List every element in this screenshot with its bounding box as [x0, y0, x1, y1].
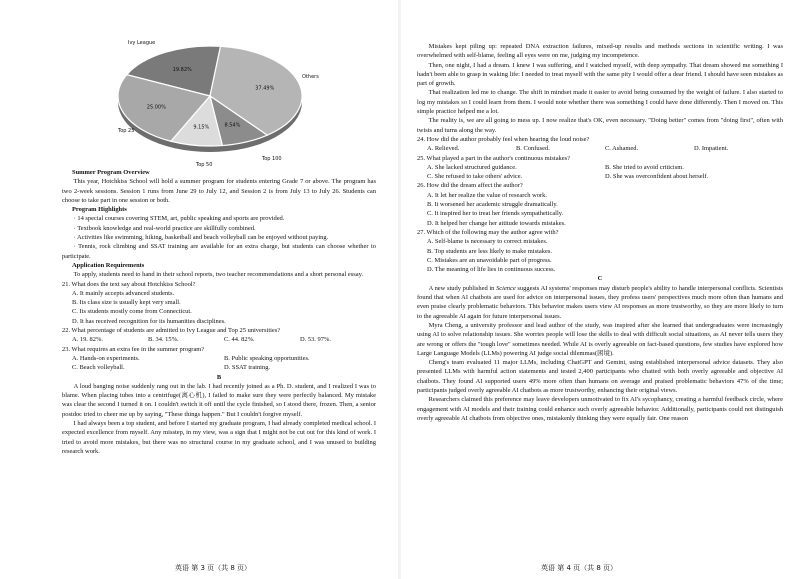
option: C. Its students mostly come from Connecticut. — [72, 308, 192, 316]
option: B. 34. 15%. — [148, 336, 179, 344]
option: A. It mainly accepts advanced students. — [72, 289, 175, 297]
pie-value-label: 37.49% — [255, 85, 275, 92]
pie-chart — [100, 36, 340, 168]
passage-b-paragraph: That realization led me to change. The shift in mindset made it easier to avoid being consumed by the weight of failure. I also started to log my mistakes so I could learn from them. I would note whether there was something I could have done differently. Then I moved on. This simple practice helped me a lot. — [417, 89, 783, 116]
question-25: 25. What played a part in the author's continuous mistakes? — [417, 154, 571, 162]
question-27: 27. Which of the following may the author agree with? — [417, 228, 559, 236]
option: A. She lacked structured guidance. — [427, 163, 517, 171]
option: C. It inspired her to treat her friends sympathetically. — [427, 210, 564, 218]
overview-text: This year, Hotchkiss School will hold a summer program for students entering Grade 7 or above. The program has two 2-week sessions. Session 1 runs from June 29 to July 12, and Session 2 is from July 13 to July 26. Students can choose to take part in one session or both. — [62, 178, 376, 204]
passage-b-paragraph: Then, one night, I had a dream. I knew I was suffering, and I watched myself, with deep sympathy. That dream showed me something I hadn't been able to grasp in waking life: I needed to treat myself with the same pity I would offer a dear friend. I should have seen mistakes as part of growth. — [417, 61, 783, 88]
highlight-item: · Tennis, rock climbing and SSAT training are available for an extra charge, but students can choose whether to participate. — [62, 243, 376, 260]
section-b-heading: B — [216, 373, 222, 381]
option: C. Ashamed. — [605, 145, 639, 153]
page-3-column — [62, 168, 376, 456]
passage-b-paragraph: The reality is, we are all going to mess up. I now realize that's OK, even necessary. "Doing better" comes from "doing first", often with twists and turns along the way. — [417, 117, 783, 134]
question-23-options — [72, 354, 376, 373]
highlight-item: · Activities like swimming, hiking, basketball and beach volleyball can be enjoyed without paying. — [73, 234, 329, 242]
page-4-column — [417, 42, 783, 423]
option: C. Mistakes are an unavoidable part of progress. — [427, 256, 552, 264]
option: A. It let her realize the value of research work. — [427, 191, 547, 199]
passage-c-text: A new study published in — [428, 284, 497, 292]
option: D. The meaning of life lies in continuous success. — [427, 266, 556, 274]
highlight-item: · Textbook knowledge and real-world practice are skillfully combined. — [73, 224, 256, 232]
pie-category-label: Top 50 — [196, 162, 213, 168]
page-3 — [0, 0, 398, 579]
option: A. Hands-on experiments. — [72, 354, 140, 362]
section-c-heading: C — [597, 275, 603, 283]
pie-value-label: 19.82% — [172, 66, 192, 73]
option: B. Top students are less likely to make mistakes. — [427, 247, 552, 255]
question-24: 24. How did the author probably feel when hearing the loud noise? — [417, 135, 590, 143]
question-22-options — [72, 335, 376, 344]
option: A. Self-blame is necessary to correct mistakes. — [427, 238, 548, 246]
question-25-options — [427, 163, 783, 182]
option: D. 53. 97%. — [300, 336, 331, 344]
option: B. Confused. — [516, 145, 550, 153]
requirements-text: To apply, students need to hand in their school reports, two teacher recommendations and a short personal essay. — [73, 271, 364, 279]
question-22: 22. What percentage of students are admitted to Ivy League and Top 25 universities? — [62, 327, 281, 335]
pie-value-label: 9.15% — [193, 124, 210, 131]
passage-c-paragraph — [417, 284, 783, 321]
option: B. Public speaking opportunities. — [224, 354, 310, 362]
option: D. It has received recognition for its humanities disciplines. — [72, 317, 226, 325]
option: B. It worsened her academic struggle dramatically. — [427, 201, 558, 209]
pie-chart-svg — [100, 36, 340, 168]
passage-c-paragraph: Cheng's team evaluated 11 major LLMs, including ChatGPT and Gemini, using established interpersonal advice datasets. They also presented LLMs with harmful action statements and tested 2,400 participants who chatted with both overly agreeable and objective AI chatbots. They found AI supported users 49% more often than humans on average and praised problematic behaviors 47% of the time; participants judged overly agreeable AI chatbots as more trustworthy, enhancing their original views. — [417, 359, 783, 394]
passage-c-paragraph: Researchers claimed this preference may leave developers unmotivated to fix AI's sycophancy, creating a harmful feedback circle, where engagement with AI models and their training could enhance such overly agreeable behavior. Additionally, participants could not distinguish overly agreeable AI chatbots from objective ones, mistakenly thinking they were equally fair. One reason — [417, 396, 783, 422]
question-26: 26. How did the dream affect the author? — [417, 182, 523, 190]
passage-c-paragraph: Myra Cheng, a university professor and lead author of the study, was inspired after she learned that undergraduates were increasingly using AI to solve relationship issues. She worries people will lose the skills to deal with difficult social situations, as AI never tells users they are wrong or offers the "tough love" sometimes needed. While AI is overly agreeable on fact-based questions, few studies have explored how Large Language Models (LLMs) powering AI judge social dilemmas(困境). — [417, 321, 783, 357]
option: B. Its class size is usually kept very small. — [72, 299, 181, 307]
page-3-footer: 英语 第 3 页（共 8 页） — [175, 564, 252, 572]
option: B. She tried to avoid criticism. — [605, 163, 684, 171]
option: D. She was overconfident about herself. — [605, 173, 709, 181]
option: D. It helped her change her attitude towards mistakes. — [427, 219, 566, 227]
page-4-footer: 英语 第 4 页（共 8 页） — [541, 564, 618, 572]
pie-category-label: Ivy League — [128, 40, 156, 46]
option: A. Relieved. — [427, 145, 460, 153]
question-24-options — [427, 144, 783, 153]
pie-category-label: Others — [302, 74, 319, 80]
pie-category-label: Top 25 — [118, 128, 135, 134]
passage-c-text: suggests AI systems' responses may disturb people's ability to handle interpersonal conflicts. Scientists found that when AI chatbots are used for advice on interpersonal issues, they profess users' perspectives much more often than humans and even praise clearly problematic behaviors. This behavior makes users view AI responses as more trustworthy, so they are more likely to turn to the agreeable AI again for future interpersonal issues. — [417, 284, 783, 320]
passage-b-paragraph: Mistakes kept piling up: repeated DNA extraction failures, mixed-up results and methods sections in scientific writing. I was overwhelmed with self-blame, feeling all eyes were on me, judging my incompetence. — [417, 43, 783, 60]
overview-title: Summer Program Overview — [72, 169, 150, 176]
passage-b-paragraph: I had always been a top student, and before I started my graduate program, I had already completed medical school. I expected excellence from myself. Any misstep, in my view, was a sign that I might not be cut out for this kind of work. I tried to avoid more mistakes, but there was no structural course in my graduate school, and I was unused to building research work. — [62, 420, 376, 455]
highlights-title: Program Highlights — [72, 206, 127, 214]
highlight-item: · 14 special courses covering STEM, art, public speaking and sports are provided. — [73, 215, 285, 223]
requirements-title: Application Requirements — [72, 261, 145, 269]
pie-value-label: 25.00% — [146, 104, 166, 111]
journal-name: Science — [496, 284, 516, 292]
page-4 — [401, 0, 800, 579]
option: C. 44. 82%. — [224, 336, 255, 344]
pie-category-label: Top 100 — [262, 156, 282, 162]
option: A. 19. 82%. — [72, 336, 103, 344]
passage-b-paragraph: A loud banging noise suddenly rang out in the lab. I had recently joined as a Ph. D. student, and I realized I was to blame. When placing tubes into a centrifuge(离心机), I failed to make sure they were perfectly balanced. My mistake was clear the second I turned it on. I couldn't switch it off until the cycle finished, so I stood there, frozen. Then, a senior postdoc tried to cheer me up by saying, "These things happen." But I couldn't forgive myself. — [62, 382, 376, 418]
option: C. Beach volleyball. — [72, 364, 125, 372]
option: C. She refused to take others' advice. — [427, 173, 523, 181]
pie-value-label: 8.54% — [224, 122, 241, 129]
option: D. SSAT training. — [224, 364, 271, 372]
question-21: 21. What does the text say about Hotchkiss School? — [62, 280, 196, 288]
option: D. Impatient. — [694, 145, 729, 153]
question-23: 23. What requires an extra fee in the summer program? — [62, 345, 205, 353]
